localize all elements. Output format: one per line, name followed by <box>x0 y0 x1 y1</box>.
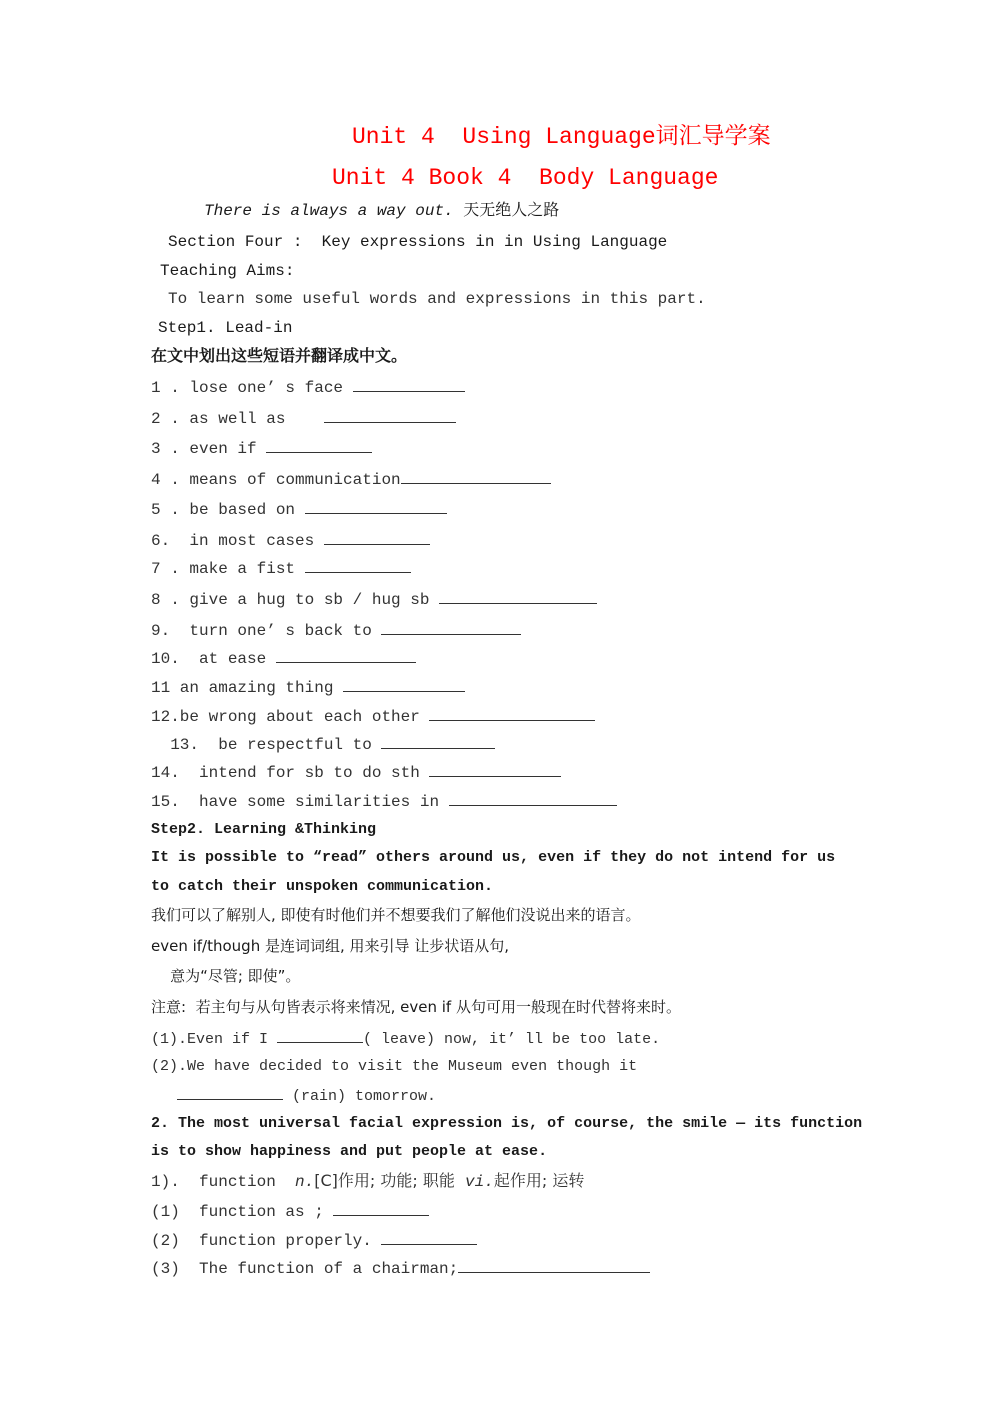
phrase-item-11 <box>151 677 465 698</box>
answer-blank[interactable] <box>276 648 416 663</box>
exercise-1 <box>151 1028 660 1050</box>
answer-blank[interactable] <box>449 791 617 806</box>
phrase-label: 12.be wrong about each other <box>151 708 430 726</box>
phrase-label: 14. intend for sb to do sth <box>151 764 430 782</box>
pos-noun: n. <box>295 1173 315 1191</box>
answer-blank[interactable] <box>177 1085 283 1100</box>
phrase-item-4 <box>151 469 551 490</box>
answer-blank[interactable] <box>401 469 551 484</box>
step2-sentence-line-2: to catch their unspoken communication. <box>151 878 494 895</box>
noun-meaning: [C]作用; 功能; 职能 <box>314 1171 466 1190</box>
phrase-item-1 <box>151 377 465 398</box>
answer-blank[interactable] <box>429 762 561 777</box>
step1-instruction: 在文中划出这些短语并翻译成中文。 <box>151 346 408 365</box>
phrase-label: 13. be respectful to <box>151 736 382 754</box>
phrase-label: 7 . make a fist <box>151 560 305 578</box>
exercise-2-line-1: (2).We have decided to visit the Museum even though it <box>151 1058 638 1075</box>
answer-blank[interactable] <box>305 499 447 514</box>
teaching-aims-text: To learn some useful words and expressions in this part. <box>168 290 706 308</box>
step1-heading: Step1. Lead-in <box>158 319 293 337</box>
answer-blank[interactable] <box>381 1230 477 1245</box>
phrase-item-3 <box>151 438 372 459</box>
function-item-1 <box>151 1201 429 1222</box>
exercise-2-line-2 <box>177 1085 436 1107</box>
answer-blank[interactable] <box>266 438 372 453</box>
step2-heading: Step2. Learning &Thinking <box>151 821 377 838</box>
phrase-label: 6. in most cases <box>151 532 324 550</box>
function-label: (1) function as ; <box>151 1203 334 1221</box>
step2-translation: 我们可以了解别人, 即使有时他们并不想要我们了解他们没说出来的语言。 <box>151 906 641 924</box>
teaching-aims-heading: Teaching Aims: <box>160 262 295 280</box>
phrase-label: 3 . even if <box>151 440 267 458</box>
function-item-3 <box>151 1258 650 1279</box>
motto <box>204 201 559 221</box>
verb-meaning: 起作用; 运转 <box>493 1171 585 1190</box>
answer-blank[interactable] <box>458 1258 650 1273</box>
answer-blank[interactable] <box>381 734 495 749</box>
answer-blank[interactable] <box>277 1028 363 1043</box>
phrase-item-13 <box>151 734 495 755</box>
title-line-1: Unit 4 Using Language词汇导学案 <box>352 124 771 150</box>
phrase-label: 4 . means of communication <box>151 471 401 489</box>
phrase-label: 2 . as well as <box>151 410 324 428</box>
function-item-2 <box>151 1230 477 1251</box>
answer-blank[interactable] <box>324 530 430 545</box>
phrase-item-5 <box>151 499 447 520</box>
answer-blank[interactable] <box>439 589 597 604</box>
point-2-line-1: 2. The most universal facial expression is, of course, the smile — its function <box>151 1115 863 1132</box>
point-2-line-2: is to show happiness and put people at ease. <box>151 1143 548 1160</box>
motto-english: There is always a way out. <box>204 202 454 220</box>
phrase-label: 9. turn one’ s back to <box>151 622 382 640</box>
answer-blank[interactable] <box>381 620 521 635</box>
section-heading: Section Four : Key expressions in in Using Language <box>168 233 668 251</box>
answer-blank[interactable] <box>333 1201 429 1216</box>
answer-blank[interactable] <box>324 408 456 423</box>
step2-note-3: 注意: 若主句与从句皆表示将来情况, even if 从句可用一般现在时代替将来时。 <box>151 998 681 1016</box>
exercise-1-prefix: (1).Even if I <box>151 1031 278 1048</box>
step2-sentence-line-1: It is possible to “read” others around us, even if they do not intend for us <box>151 849 836 866</box>
phrase-label: 15. have some similarities in <box>151 793 449 811</box>
phrase-item-7 <box>151 558 411 579</box>
phrase-label: 8 . give a hug to sb / hug sb <box>151 591 440 609</box>
step2-note-1: even if/though 是连词词组, 用来引导 让步状语从句, <box>151 937 510 955</box>
answer-blank[interactable] <box>429 706 595 721</box>
phrase-item-2 <box>151 408 456 429</box>
function-label: (3) The function of a chairman; <box>151 1260 459 1278</box>
title-line-2: Unit 4 Book 4 Body Language <box>332 165 719 191</box>
function-definition <box>151 1171 584 1192</box>
exercise-2-suffix: (rain) tomorrow. <box>283 1088 437 1105</box>
function-label: (2) function properly. <box>151 1232 382 1250</box>
phrase-item-6 <box>151 530 430 551</box>
motto-chinese: 天无绝人之路 <box>463 202 560 220</box>
phrase-item-12 <box>151 706 595 727</box>
answer-blank[interactable] <box>305 558 411 573</box>
exercise-1-suffix: ( leave) now, it’ ll be too late. <box>363 1031 661 1048</box>
answer-blank[interactable] <box>353 377 465 392</box>
phrase-item-8 <box>151 589 597 610</box>
phrase-item-10 <box>151 648 416 669</box>
phrase-label: 10. at ease <box>151 650 276 668</box>
answer-blank[interactable] <box>343 677 465 692</box>
step2-note-2: 意为“尽管; 即使”。 <box>151 967 301 985</box>
function-def-prefix: 1). function <box>151 1173 296 1191</box>
phrase-label: 1 . lose one’ s face <box>151 379 353 397</box>
phrase-item-15 <box>151 791 617 812</box>
phrase-item-9 <box>151 620 521 641</box>
phrase-label: 11 an amazing thing <box>151 679 344 697</box>
phrase-label: 5 . be based on <box>151 501 305 519</box>
pos-verb: vi. <box>465 1173 494 1191</box>
phrase-item-14 <box>151 762 561 783</box>
